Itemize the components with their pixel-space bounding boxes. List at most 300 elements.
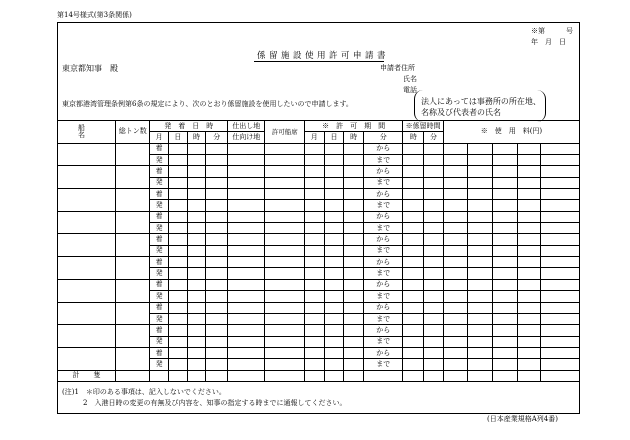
table-cell [403,302,424,313]
table-cell [206,313,228,324]
table-cell [344,359,364,370]
table-cell [304,223,324,234]
table-cell [169,166,188,177]
table-cell [206,245,228,256]
table-cell [403,359,424,370]
table-cell [324,302,344,313]
ship-name-cell [58,325,116,348]
table-cell [467,347,492,358]
table-cell [228,279,265,290]
table-cell [443,257,467,268]
table-cell [265,166,304,177]
table-cell [228,291,265,302]
table-cell [541,279,580,290]
period-label: から [364,189,403,200]
table-cell [467,166,492,177]
table-cell [443,200,467,211]
total-cell [304,370,324,381]
table-cell [517,291,541,302]
table-cell [443,234,467,245]
table-cell [517,347,541,358]
total-cell [187,370,206,381]
table-cell [492,234,517,245]
table-cell [187,279,206,290]
header-period-minute: 分 [364,132,403,143]
table-cell [265,245,304,256]
addressee: 東京都知事 殿 [62,64,118,73]
arrival-departure-label: 着 [150,189,169,200]
table-cell [265,257,304,268]
table-cell [424,189,444,200]
table-cell [324,279,344,290]
table-cell [206,291,228,302]
table-cell [541,313,580,324]
table-cell [169,313,188,324]
table-cell [424,245,444,256]
table-cell [228,155,265,166]
table-cell [228,234,265,245]
total-cell [424,370,444,381]
table-cell [424,143,444,154]
table-cell [265,143,304,154]
ship-name-cell [58,211,116,234]
table-cell [541,336,580,347]
table-cell [324,143,344,154]
table-cell [344,268,364,279]
period-label: まで [364,177,403,188]
tonnage-cell [116,143,150,166]
table-cell [344,291,364,302]
table-cell [344,234,364,245]
table-cell [324,211,344,222]
header-permit-period: ※ 許 可 期 間 [304,121,403,132]
table-cell [424,302,444,313]
table-row [58,166,580,177]
table-cell [467,155,492,166]
table-cell [541,347,580,358]
arrival-departure-label: 発 [150,177,169,188]
table-cell [492,245,517,256]
table-cell [228,313,265,324]
table-cell [467,245,492,256]
arrival-departure-label: 着 [150,166,169,177]
table-row [58,347,580,358]
table-cell [424,155,444,166]
table-cell [304,166,324,177]
total-cell [403,370,424,381]
table-cell [517,313,541,324]
table-cell [517,166,541,177]
tonnage-cell [116,211,150,234]
tonnage-cell [116,347,150,370]
table-cell [517,245,541,256]
table-cell [169,234,188,245]
table-cell [324,234,344,245]
table-cell [187,166,206,177]
total-cell [344,370,364,381]
table-cell [467,359,492,370]
arrival-departure-label: 発 [150,359,169,370]
table-row [58,257,580,268]
table-cell [265,211,304,222]
table-cell [187,347,206,358]
header-period-hour: 時 [344,132,364,143]
table-cell [304,200,324,211]
table-cell [424,359,444,370]
tonnage-cell [116,234,150,257]
table-cell [403,223,424,234]
ship-name-cell [58,189,116,212]
table-cell [492,291,517,302]
table-cell [304,313,324,324]
table-cell [443,245,467,256]
total-cell [324,370,344,381]
table-cell [517,200,541,211]
table-cell [206,257,228,268]
table-cell [344,166,364,177]
application-table [57,120,580,382]
ship-name-cell [58,302,116,325]
table-cell [443,223,467,234]
period-label: まで [364,359,403,370]
table-cell [443,347,467,358]
table-cell [424,200,444,211]
table-cell [187,189,206,200]
note-2: 2 入港日時の変更の有無及び内容を、知事の指定する時までに通報してください。 [83,399,347,407]
table-cell [492,359,517,370]
table-cell [467,302,492,313]
table-cell [492,313,517,324]
table-cell [403,257,424,268]
table-cell [265,336,304,347]
table-cell [443,279,467,290]
period-label: まで [364,223,403,234]
table-cell [492,302,517,313]
applicant-name-label: 氏名 [403,75,417,83]
table-cell [206,336,228,347]
table-cell [541,211,580,222]
table-cell [324,347,344,358]
table-cell [324,189,344,200]
table-body [58,143,580,370]
table-cell [443,325,467,336]
table-cell [324,155,344,166]
table-cell [344,257,364,268]
table-cell [169,257,188,268]
table-cell [492,155,517,166]
header-ship-name: 船 名 [58,121,116,144]
table-cell [228,200,265,211]
table-cell [206,200,228,211]
table-cell [443,211,467,222]
table-cell [228,189,265,200]
table-cell [344,200,364,211]
table-cell [206,177,228,188]
table-cell [541,200,580,211]
table-cell [541,143,580,154]
table-cell [304,211,324,222]
table-cell [467,313,492,324]
header-fee: ※ 使 用 料(円) [443,121,579,144]
table-cell [344,223,364,234]
header-mooring-time: ※係留時間 [403,121,443,132]
tonnage-cell [116,257,150,280]
table-cell [517,143,541,154]
tonnage-cell [116,189,150,212]
footer-paper-size: (日本産業規格A列4番) [487,415,558,423]
header-mooring-hour: 時 [403,132,424,143]
arrival-departure-label: 発 [150,245,169,256]
table-cell [206,234,228,245]
table-cell [169,336,188,347]
table-cell [187,200,206,211]
table-cell [324,359,344,370]
period-label: まで [364,155,403,166]
table-cell [169,302,188,313]
table-cell [467,234,492,245]
table-cell [265,279,304,290]
table-cell [304,291,324,302]
table-cell [517,268,541,279]
table-cell [344,177,364,188]
table-cell [344,211,364,222]
table-cell [265,347,304,358]
table-cell [443,166,467,177]
arrival-departure-label: 着 [150,234,169,245]
table-cell [467,200,492,211]
total-cell [541,370,580,381]
table-cell [424,347,444,358]
table-cell [344,325,364,336]
header-hour: 時 [187,132,206,143]
table-cell [467,325,492,336]
table-cell [265,200,304,211]
table-cell [403,177,424,188]
table-cell [541,257,580,268]
table-cell [228,223,265,234]
header-origin: 仕出し地 [228,121,265,132]
table-cell [541,177,580,188]
table-cell [304,359,324,370]
table-cell [304,155,324,166]
total-cell [206,370,228,381]
table-cell [424,291,444,302]
table-cell [443,302,467,313]
table-cell [517,257,541,268]
table-cell [187,291,206,302]
table-cell [206,359,228,370]
arrival-departure-label: 着 [150,279,169,290]
arrival-departure-label: 発 [150,223,169,234]
ship-name-cell [58,347,116,370]
receipt-number: ※第 号 [531,27,573,35]
table-cell [206,302,228,313]
table-cell [304,177,324,188]
table-cell [169,143,188,154]
table-cell [324,336,344,347]
period-label: から [364,234,403,245]
total-cell [150,370,169,381]
table-cell [324,245,344,256]
table-cell [187,143,206,154]
table-cell [169,291,188,302]
table-cell [403,155,424,166]
table-cell [206,347,228,358]
arrival-departure-label: 着 [150,347,169,358]
table-cell [344,347,364,358]
table-cell [169,347,188,358]
table-cell [187,302,206,313]
ship-name-cell [58,166,116,189]
arrival-departure-label: 着 [150,302,169,313]
table-cell [228,143,265,154]
table-cell [228,302,265,313]
table-cell [228,211,265,222]
table-cell [517,177,541,188]
table-cell [541,268,580,279]
table-cell [541,359,580,370]
table-cell [324,313,344,324]
header-period-month: 月 [304,132,324,143]
table-cell [344,302,364,313]
period-label: から [364,302,403,313]
table-cell [228,257,265,268]
form-number: 第14号様式(第3条関係) [57,11,132,19]
table-row [58,189,580,200]
page-title: 係留施設使用許可申請書 [257,51,390,61]
table-cell [206,268,228,279]
table-cell [403,268,424,279]
period-label: から [364,166,403,177]
period-label: から [364,279,403,290]
table-cell [403,166,424,177]
table-cell [403,325,424,336]
table-cell [265,177,304,188]
table-cell [169,177,188,188]
table-cell [492,347,517,358]
table-cell [403,347,424,358]
arrival-departure-label: 着 [150,325,169,336]
table-cell [187,155,206,166]
period-label: まで [364,336,403,347]
applicant-phone-label: 電話 [403,86,417,94]
table-cell [304,189,324,200]
table-cell [206,143,228,154]
table-cell [492,257,517,268]
table-cell [403,211,424,222]
table-row [58,279,580,290]
table-cell [541,245,580,256]
table-cell [324,268,344,279]
arrival-departure-label: 発 [150,336,169,347]
table-cell [228,268,265,279]
arrival-departure-label: 発 [150,200,169,211]
arrival-departure-label: 発 [150,155,169,166]
total-cell [517,370,541,381]
table-cell [206,279,228,290]
table-cell [467,257,492,268]
table-cell [265,155,304,166]
table-cell [492,143,517,154]
table-cell [265,291,304,302]
table-cell [304,245,324,256]
table-cell [492,166,517,177]
table-cell [228,336,265,347]
table-cell [228,177,265,188]
table-cell [187,325,206,336]
table-cell [443,291,467,302]
table-cell [187,223,206,234]
table-cell [169,211,188,222]
table-cell [304,336,324,347]
table-cell [304,325,324,336]
table-cell [424,166,444,177]
table-cell [443,359,467,370]
table-cell [344,313,364,324]
table-cell [403,336,424,347]
table-cell [265,234,304,245]
table-cell [228,359,265,370]
table-cell [344,279,364,290]
table-cell [517,155,541,166]
table-cell [304,143,324,154]
table-cell [517,234,541,245]
table-cell [443,268,467,279]
tonnage-cell [116,279,150,302]
table-cell [169,359,188,370]
table-cell [541,223,580,234]
table-cell [187,336,206,347]
table-cell [344,245,364,256]
period-label: から [364,211,403,222]
header-berth: 許可船席 [265,121,304,144]
table-cell [443,313,467,324]
table-cell [169,268,188,279]
table-cell [344,336,364,347]
total-cell [492,370,517,381]
table-row [58,143,580,154]
table-cell [403,234,424,245]
note-1: (注)1 ＊印のある事項は、記入しないでください。 [62,388,226,396]
period-label: まで [364,313,403,324]
table-cell [492,189,517,200]
total-cell [265,370,304,381]
table-cell [169,325,188,336]
ship-name-cell [58,279,116,302]
ship-name-cell [58,143,116,166]
table-cell [304,268,324,279]
total-cell [443,370,467,381]
table-cell [467,291,492,302]
table-cell [324,200,344,211]
arrival-departure-label: 着 [150,143,169,154]
table-cell [187,245,206,256]
table-cell [424,223,444,234]
table-cell [403,245,424,256]
header-mooring-minute: 分 [424,132,444,143]
total-cell [116,370,150,381]
period-label: から [364,347,403,358]
table-cell [324,257,344,268]
table-cell [424,336,444,347]
table-cell [541,291,580,302]
total-label: 計 隻 [58,370,116,381]
table-cell [187,313,206,324]
table-cell [467,189,492,200]
table-cell [517,211,541,222]
table-cell [492,211,517,222]
table-cell [467,223,492,234]
